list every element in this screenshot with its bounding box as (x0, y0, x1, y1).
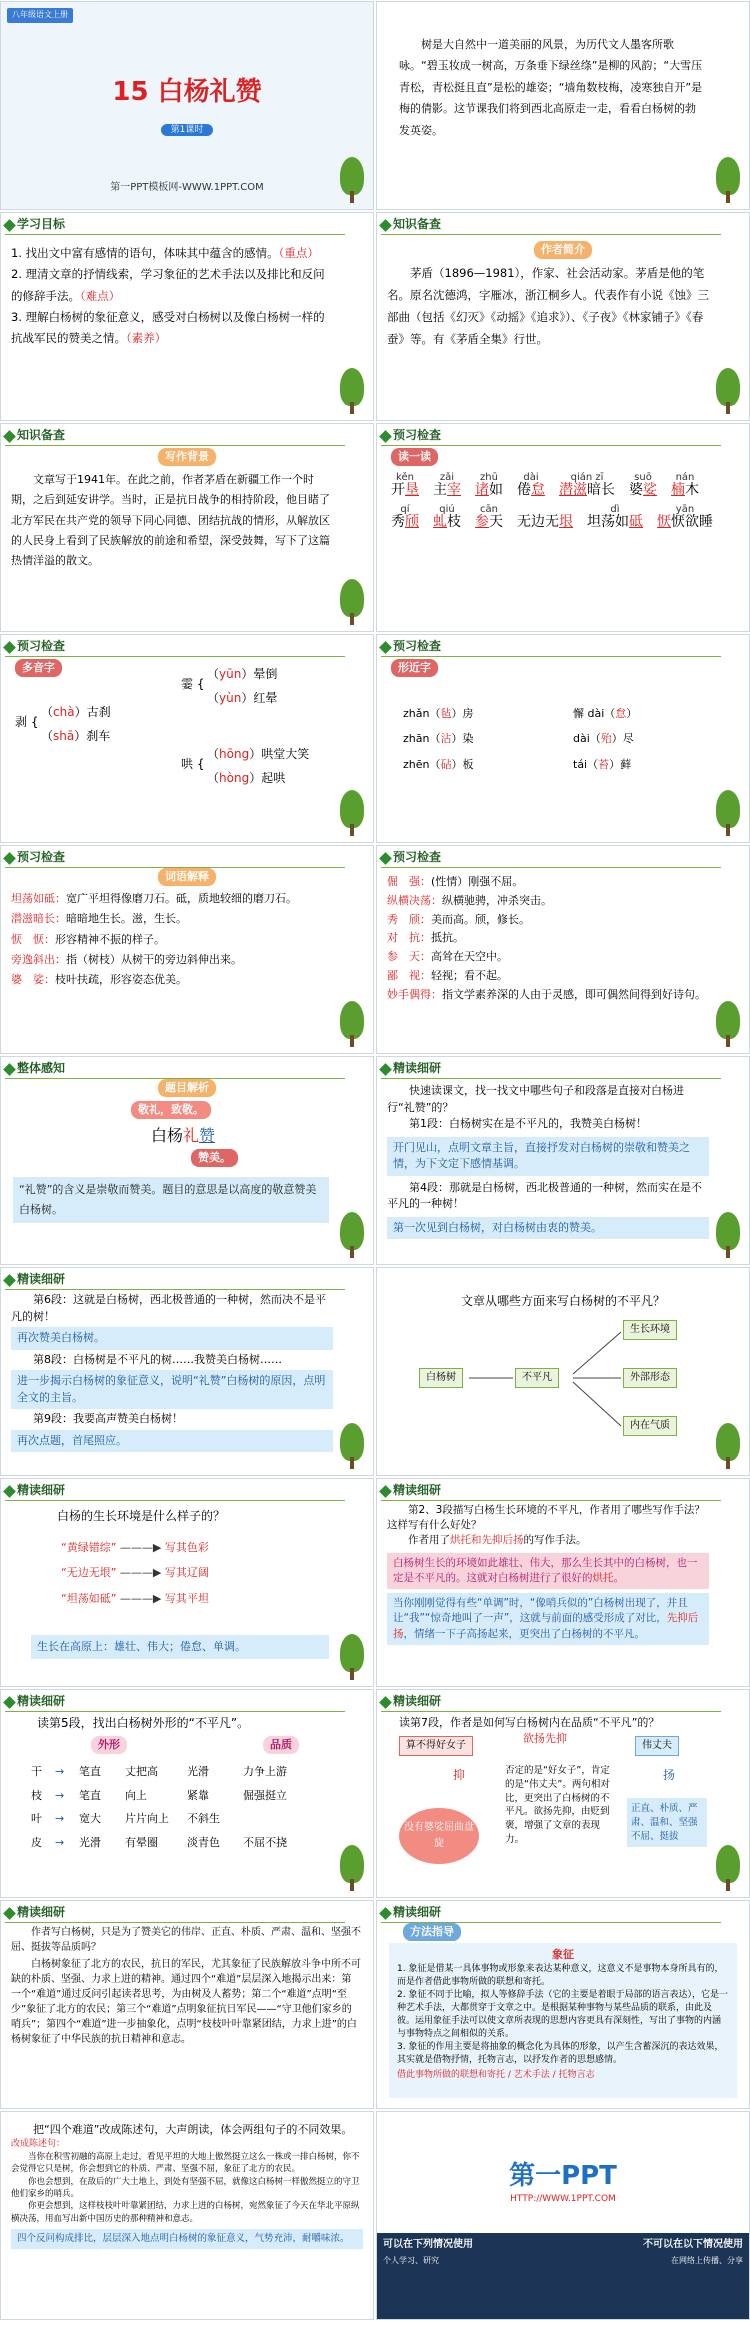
vocab-item: 潜滋暗长：暗暗地生长。滋，生长。 (11, 912, 187, 926)
environment-question: 白杨的生长环境是什么样子的？ (57, 1509, 226, 1523)
slide-header: 预习检查 (381, 428, 441, 444)
tree-icon (337, 1001, 367, 1047)
slide-header: 精读细研 (5, 1272, 65, 1288)
aspect-root: 白杨树 (419, 1368, 463, 1388)
vocab-item: 对 抗：抵抗。 (387, 931, 464, 945)
vocab-item: 倔 强：(性情）刚强不屈。 (387, 875, 524, 888)
tree-icon (337, 790, 367, 836)
polyphone-tag: 多音字 (15, 659, 62, 677)
read1-body: 快速读课文，找一找文中哪些句子和段落是直接对白杨进行“礼赞”的？ 第1段：白杨树实在是不平凡的，我赞美白杨树！ 开门见山，点明文章主旨，直接抒发对白杨树的崇敬和赞美之情，为下文定下感情基调。 第4段：那就是白杨树，西北极普通的一种树，然而实在是不平凡的一种树！ 第一次见到白杨树，对白杨树由衷的赞美。 (387, 1083, 709, 1243)
lesson-number-row (1, 120, 373, 138)
tag-row (1, 448, 373, 466)
title-meaning: “礼赞”的含义是崇敬而赞美。题目的意思是以高度的敬意赞美白杨树。 (13, 1177, 329, 1223)
vocab-tag: 词语解释 (158, 868, 216, 886)
environment-summary: 生长在高原上：雄壮、伟大；倦怠、单调。 (31, 1635, 329, 1659)
vocab-item: 妙手偶得：指文学素养深的人由于灵感，即可偶然间得到好诗句。 (387, 987, 706, 1001)
slide-reading (376, 423, 750, 632)
method-highlights: 借此事物所做的联想和寄托 / 艺术手法 / 托物言志 (397, 2070, 595, 2081)
reading-tag: 读一读 (391, 448, 438, 466)
slide-similar-chars (376, 634, 750, 843)
vocab-item: 婆 娑：枝叶扶疏，形容姿态优美。 (11, 973, 187, 986)
polyphone-2: 霎 { （yūn）晕倒 （yùn）红晕 (181, 667, 278, 705)
slide-intro (376, 1, 750, 210)
aspect-3: 内在气质 (623, 1416, 677, 1436)
pinyin-word: yān 恹恹欲睡 (657, 504, 713, 531)
tree-icon (337, 1845, 367, 1891)
lesson-number: 第1课时 (161, 124, 214, 136)
vocab-item: 旁逸斜出：指（树枝）从树干的旁边斜伸出来。 (11, 952, 242, 966)
header-label: 学习目标 (17, 217, 66, 232)
site-footer: 第一PPT模板网-WWW.1PPT.COM (110, 182, 264, 193)
author-text: 茅盾（1896—1981），作家、社会活动家。茅盾是他的笔名。原名沈德鸿，字雁冰，浙江桐乡人。代表作有小说《蚀》三部曲（包括《幻灭》《动摇》《追求》）、《子夜》《林家铺子》《春蚕》等。有《茅盾全集》行世。 (387, 266, 709, 346)
lesson-title: 15 白杨礼赞 (112, 77, 262, 107)
tree-icon (713, 1845, 743, 1891)
slide-method (376, 1900, 750, 2109)
slide-appearance (0, 1689, 374, 1898)
pinyin-word: 无边无垠 (517, 514, 573, 531)
license-footer: 可以在下列情况使用 不可以在以下情况使用 个人学习、研究 在网络上传播、分享 (377, 2233, 749, 2319)
tree-icon (337, 579, 367, 625)
grade-badge: 八年级语文上册 (7, 8, 73, 23)
inner-bottom-left: 没有婆娑屈曲盘旋 (399, 1808, 479, 1864)
intro-text: 树是大自然中一道美丽的风景，为历代文人墨客所歌咏。“碧玉妆成一树高，万条垂下绿丝绦”是柳的风韵；“大雪压青松，青松挺且直”是松的雄姿；“墙角数枝梅，凌寒独自开”是梅的倩影。这节课我们将到西北高原走一走，看看白杨树的勃发英姿。 (399, 38, 703, 137)
appearance-header: 外形 (91, 1736, 127, 1754)
diamond-icon (379, 1063, 392, 1076)
background-tag: 写作背景 (158, 448, 216, 466)
diamond-icon (3, 219, 16, 232)
restatement-body: 把“四个难道”改成陈述句，大声朗读，体会两组句子的不同效果。 改成陈述句： 当你在积雪初融的高原上走过，看见平坦的大地上傲然挺立这么一株或一排白杨树，你不会觉得它只是树，你会想到它的朴质、严肃、坚强不屈，象征了北方的农民。 你也会想到，在敌后的广大土地上，到处有坚强不屈，就像这白杨树一样傲然挺立的守卫他们家乡的哨兵。 你更会想到，这样枝枝叶叶靠紧团结，力求上进的白杨树，宛然象征了今天在华北平原纵横决荡，用血写出新中国历史的那种精神和意志。 四个反问构成排比，层层深入地点明白杨树的象征意义，气势充沛，耐嚼味浓。 (11, 2122, 363, 2253)
vocab-item: 秀 颀：美而高。颀，修长。 (387, 912, 530, 926)
environment-list: “黄绿错综” ———▶ 写其色彩 “无边无垠” ———▶ 写其辽阔 “坦荡如砥” ———▶ 写其平坦 (61, 1541, 209, 1605)
slide-techniques (376, 1478, 750, 1687)
slide-header: 知识备查 (5, 428, 65, 444)
slide-author (376, 212, 750, 421)
slide-header: 预习检查 (381, 639, 441, 655)
diamond-icon (379, 430, 392, 443)
diamond-icon (379, 1485, 392, 1498)
goal-1: 1. 找出文中富有感情的语句，体味其中蕴含的感情。（重点） (11, 246, 319, 260)
similar-tag: 形近字 (391, 659, 438, 677)
polyphone-3: 哄 { （hōng）哄堂大笑 （hòng）起哄 (181, 747, 310, 785)
slide-header: 精读细研 (381, 1905, 441, 1921)
slide-overview (0, 1056, 374, 1265)
aspect-arrows (377, 1268, 750, 1476)
slide-restatement (0, 2111, 374, 2320)
diamond-icon (379, 1907, 392, 1920)
tree-icon (337, 1423, 367, 1469)
background-text: 文章写于1941年。在此之前，作者茅盾在新疆工作一个时期，之后到延安讲学。当时，正是抗日战争的相持阶段，他目睹了北方军民在共产党的领导下同心同德、团结抗战的情形，从解放区的人民身上看到了民族解放的前途和希望，深受鼓舞，写下了这篇热情洋溢的散文。 (11, 473, 330, 568)
pinyin-word: suō 婆娑 (629, 472, 657, 498)
pinyin-word: qiú 虬枝 (433, 504, 461, 531)
symbolism-body: 作者写白杨树，只是为了赞美它的伟岸、正直、朴质、严肃、温和、坚强不屈、挺拔等品质吗？ 白杨树象征了北方的农民，抗日的军民，尤其象征了民族解放斗争中所不可缺的朴质、坚强、力求上进的精神。通过四个“难道”层层深入地揭示出来：第一个“难道”通过反问引起读者思考，为由树及人蓄势；第二个“难道”点明“至少”象征了北方的农民；第三个“难道”点明象征抗日军民——“守卫他们家乡的哨兵”；第四个“难道”进一步抽象化，点明“枝枝叶叶靠紧团结，力求上进”的白杨树象征了中华民族的抗日精神和意志。 (11, 1927, 361, 2045)
slide-header: 精读细研 (381, 1483, 441, 1499)
tree-icon (713, 790, 743, 836)
brand-logo: 第一PPT (509, 2161, 617, 2191)
techniques-body: 第2、3段描写白杨生长环境的不平凡，作者用了哪些写作手法？这样写有什么好处？ 作者用了烘托和先抑后扬的写作手法。 白杨树生长的环境如此雄壮、伟大，那么生长其中的白杨树，也一定是不平凡的。这就对白杨树进行了很好的烘托。 当你刚刚觉得有些“单调”时，“像哨兵似的”白杨树出现了，并且让“我”“惊奇地叫了一声”，这就与前面的感受形成了对比，先抑后扬，情绪一下子高扬起来，更突出了白杨树的不平凡。 (387, 1503, 709, 1649)
slide-header: 预习检查 (381, 850, 441, 866)
slide-cover (0, 1, 374, 210)
diamond-icon (379, 852, 392, 865)
inner-right: 伟丈夫 (635, 1736, 679, 1756)
tree-icon (713, 157, 743, 203)
similar-left: zhǎn（毡）房 zhān（沾）染 zhēn（砧）板 (403, 707, 474, 771)
praise-label: 扬 (663, 1768, 676, 1782)
author-tag: 作者简介 (534, 241, 592, 259)
vocab-item: 参 天：高耸在天空中。 (387, 950, 508, 964)
slide-vocab-1 (0, 845, 374, 1054)
tree-icon (713, 1001, 743, 1047)
slide-brand (376, 2111, 750, 2320)
pinyin-word: dài 倦怠 (517, 472, 545, 498)
brand-url: HTTP://WWW.1PPT.COM (510, 2194, 616, 2204)
pinyin-word: zhū 诸如 (475, 472, 503, 498)
slide-header: 整体感知 (5, 1061, 65, 1077)
appearance-question: 读第5段，找出白杨树外形的“不平凡”。 (37, 1716, 250, 1730)
method-box: 象征 1. 象征是借某一具体事物或形象来表达某种意义，这意义不是事物本身所具有的，而是作者借此事物所做的联想和寄托。 2. 象征不同于比喻，拟人等修辞手法（它的主要是着眼于局部的语言表达），它是一种艺术手法，大都贯穿于文章之中。是根据某种事物与某些品质的联系，由此及彼。运用象征手法可以使文章所表现的思想内容更具有深刻性，写出了事物的内涵与事物特点之间相似的关系。 3. 象征的作用主要是将抽象的概念化为具体的形象，以产生含蓄深沉的表达效果，其实就是借物抒情，托物言志，以抒发作者的思想感情。 借此事物所做的联想和寄托 / 艺术手法 / 托物言志 (389, 1943, 737, 2098)
aspects-question: 文章从哪些方面来写白杨树的不平凡？ (460, 1294, 665, 1308)
slide-read-2 (0, 1267, 374, 1476)
appearance-row: 叶 → 宽大 片片向上 不斜生 (31, 1812, 220, 1826)
aspect-mid: 不平凡 (515, 1368, 559, 1388)
diamond-icon (3, 1907, 16, 1920)
slide-vocab-2 (376, 845, 750, 1054)
slide-header: 预习检查 (5, 639, 65, 655)
suppress-label: 抑 (453, 1768, 466, 1782)
goal-3: 3. 理解白杨树的象征意义，感受对白杨树以及像白杨树一样的抗战军民的赞美之情。（素养） (11, 309, 325, 346)
slide-header: 精读细研 (5, 1483, 65, 1499)
vocab-item: 坦荡如砥：宽广平坦得像磨刀石。砥，质地较细的磨刀石。 (11, 892, 297, 905)
tree-icon (337, 157, 367, 203)
pinyin-word: qí 秀颀 (391, 504, 419, 531)
slide-header: 精读细研 (381, 1694, 441, 1710)
inner-top: 欲扬先抑 (523, 1732, 567, 1745)
appearance-row: 干 → 笔直 丈把高 光滑 力争上游 (31, 1765, 287, 1778)
slide-background (0, 423, 374, 632)
slide-goals (0, 212, 374, 421)
tree-icon (337, 1634, 367, 1680)
method-tag: 方法指导 (403, 1923, 461, 1941)
tree-icon (713, 1423, 743, 1469)
slide-aspects (376, 1267, 750, 1476)
diamond-icon (379, 219, 392, 232)
diamond-icon (3, 1063, 16, 1076)
usage-allowed: 可以在下列情况使用 (383, 2239, 473, 2250)
read2-body: 第6段：这就是白杨树，西北极普通的一种树，然而决不是平凡的树！ 再次赞美白杨树。 第8段：白杨树是不平凡的树……我赞美白杨树…… 进一步揭示白杨树的象征意义，说明“礼赞”白杨树的原因，点明全文的主旨。 第9段：我要高声赞美白杨树！ 再次点题，首尾照应。 (11, 1292, 333, 1454)
praise-note: 赞美。 (191, 1149, 238, 1167)
appearance-row: 皮 → 光滑 有晕圈 淡青色 不屈不挠 (31, 1835, 287, 1849)
appearance-table (31, 1760, 313, 1855)
pinyin-word: cān 参天 (475, 504, 503, 531)
slide-read-1 (376, 1056, 750, 1265)
pinyin-word: zǎi 主宰 (433, 472, 461, 498)
polyphone-1: 剥 { （chà）古刹 （shā）刹车 (15, 705, 111, 743)
slide-symbolism (0, 1900, 374, 2109)
inner-middle: 否定的是“好女子”，肯定的是“伟丈夫”。两句相对比，更突出了白杨树的不平凡。欲扬先抑，由贬到褒，增强了文章的表现力。 (505, 1765, 610, 1845)
vocab-item: 恹 恹：形容精神不振的样子。 (11, 932, 165, 946)
inner-left: 算不得好女子 (399, 1736, 473, 1756)
slide-environment (0, 1478, 374, 1687)
pinyin-word: nán 楠木 (671, 472, 699, 498)
vocab-item: 鄙 视：轻视；看不起。 (387, 969, 508, 983)
diamond-icon (3, 1274, 16, 1287)
diamond-icon (3, 852, 16, 865)
diamond-icon (3, 641, 16, 654)
tree-icon (337, 368, 367, 414)
usage-forbidden: 不可以在以下情况使用 (643, 2239, 743, 2250)
vocab-list-2 (387, 872, 709, 1005)
slide-header: 预习检查 (5, 850, 65, 866)
slide-header: 精读细研 (381, 1061, 441, 1077)
slide-header: 精读细研 (5, 1694, 65, 1710)
aspect-1: 生长环境 (623, 1320, 677, 1340)
goal-2: 2. 理清文章的抒情线索，学习象征的艺术手法以及排比和反问的修辞手法。（难点） (11, 267, 325, 303)
vocab-item: 纵横决荡：纵横驰骋，冲杀突击。 (387, 893, 552, 907)
tree-icon (713, 368, 743, 414)
pinyin-word: kěn 开垦 (391, 472, 419, 498)
diamond-icon (379, 1696, 392, 1709)
slide-inner-quality (376, 1689, 750, 1898)
goals-body (11, 243, 333, 349)
diamond-icon (3, 1485, 16, 1498)
tag-row (377, 241, 749, 259)
diamond-icon (379, 641, 392, 654)
diamond-icon (3, 1696, 16, 1709)
inner-question: 读第7段，作者是如何写白杨树内在品质“不平凡”的？ (399, 1716, 660, 1729)
salute-note: 敬礼，致敬。 (131, 1101, 211, 1119)
slide-header: 知识备查 (381, 217, 441, 233)
title-analysis-tag: 题目解析 (158, 1079, 216, 1097)
inner-bottom-right: 正直、朴质、严肃、温和、坚强不屈、挺拔 (627, 1798, 707, 1847)
similar-right: 懈 dài（怠） dài（殆）尽 tái（苔）藓 (573, 707, 638, 771)
vocab-list-1 (11, 888, 333, 990)
pinyin-word: dì 坦荡如砥 (587, 504, 643, 531)
tree-icon (713, 1212, 743, 1258)
quality-header: 品质 (263, 1736, 299, 1754)
tree-icon (337, 1212, 367, 1258)
pinyin-word: qián zī 潜滋暗长 (559, 472, 615, 498)
slide-polyphones (0, 634, 374, 843)
aspect-2: 外部形态 (623, 1368, 677, 1388)
slide-header (5, 217, 65, 233)
slide-header: 精读细研 (5, 1905, 65, 1921)
diamond-icon (3, 430, 16, 443)
title-display: 白杨礼赞 (151, 1126, 216, 1145)
pinyin-list (391, 472, 739, 531)
appearance-row: 枝 → 笔直 向上 紧靠 倔强挺立 (31, 1788, 287, 1802)
